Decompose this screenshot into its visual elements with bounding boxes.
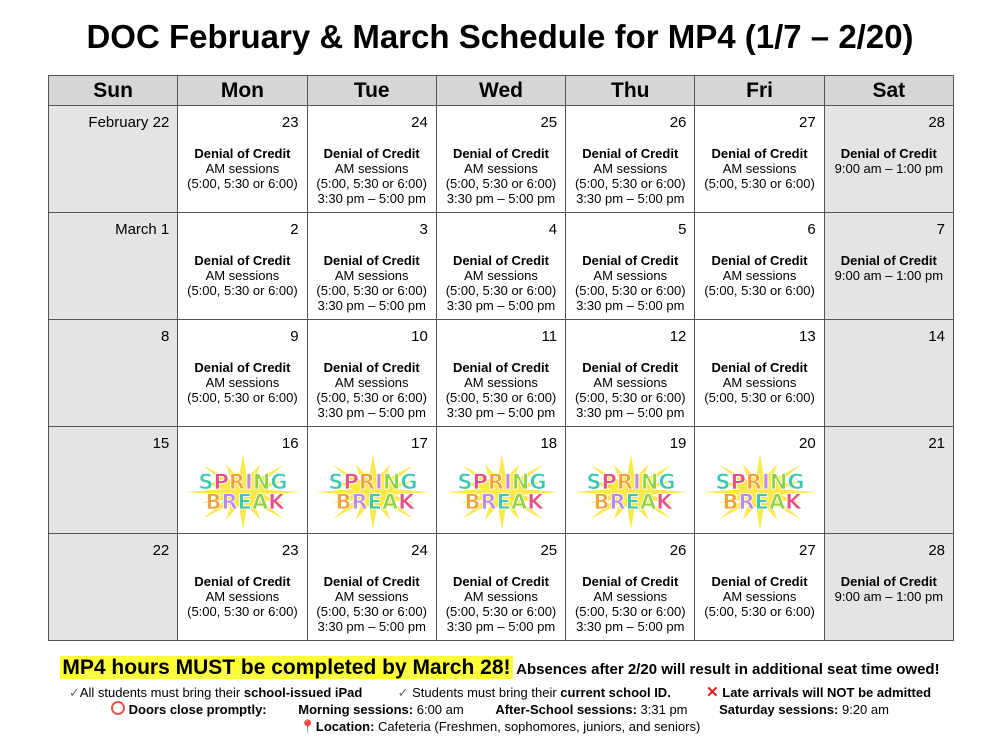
session-line: AM sessions bbox=[722, 161, 797, 176]
day-number: February 22 bbox=[88, 114, 170, 131]
day-number: 15 bbox=[152, 435, 170, 452]
absences-note: Absences after 2/20 will result in additional seat time owed! bbox=[516, 661, 940, 678]
session-line: 3:30 pm – 5:00 pm bbox=[576, 298, 685, 313]
session-info bbox=[178, 360, 306, 405]
day-cell bbox=[307, 534, 436, 641]
check-icon: ✓ bbox=[397, 685, 409, 700]
session-line: (5:00, 5:30 or 6:00) bbox=[574, 604, 686, 619]
day-cell bbox=[436, 427, 565, 534]
session-line: (5:00, 5:30 or 6:00) bbox=[445, 176, 557, 191]
spring-break-graphic bbox=[701, 453, 819, 531]
session-line: AM sessions bbox=[593, 268, 668, 283]
deadline-highlight: MP4 hours MUST be completed by March 28! bbox=[62, 656, 511, 679]
logo-spring: SPRING bbox=[198, 470, 288, 494]
id-text: Students must bring their bbox=[412, 685, 561, 700]
session-line: AM sessions bbox=[593, 375, 668, 390]
day-number: 6 bbox=[807, 221, 816, 238]
day-number: 26 bbox=[669, 114, 687, 131]
week-row bbox=[49, 106, 954, 213]
day-number: 12 bbox=[669, 328, 687, 345]
day-number: 28 bbox=[928, 542, 945, 559]
session-title: Denial of Credit bbox=[582, 360, 679, 375]
session-title: Denial of Credit bbox=[711, 360, 808, 375]
session-line: (5:00, 5:30 or 6:00) bbox=[704, 604, 815, 619]
session-line: AM sessions bbox=[464, 375, 538, 390]
session-line: (5:00, 5:30 or 6:00) bbox=[574, 283, 686, 298]
doors-line bbox=[0, 701, 1000, 717]
session-title: Denial of Credit bbox=[323, 360, 420, 375]
session-line: 9:00 am – 1:00 pm bbox=[834, 589, 944, 604]
doors-label: Doors close promptly: bbox=[128, 702, 267, 717]
spring-break-graphic bbox=[314, 453, 432, 531]
session-line: (5:00, 5:30 or 6:00) bbox=[316, 390, 427, 405]
day-header-thu: Thu bbox=[566, 76, 695, 106]
session-title: Denial of Credit bbox=[323, 253, 420, 268]
day-number: 19 bbox=[669, 435, 687, 452]
day-cell bbox=[178, 213, 307, 320]
morning-label: Morning sessions: bbox=[298, 702, 414, 717]
session-title: Denial of Credit bbox=[582, 253, 679, 268]
ipad-text: All students must bring their bbox=[79, 685, 244, 700]
session-title: Denial of Credit bbox=[711, 146, 808, 161]
session-line: (5:00, 5:30 or 6:00) bbox=[704, 283, 815, 298]
logo-spring: SPRING bbox=[457, 470, 547, 494]
day-number: 24 bbox=[411, 114, 428, 131]
session-title: Denial of Credit bbox=[711, 253, 808, 268]
session-line: AM sessions bbox=[464, 268, 538, 283]
session-line: AM sessions bbox=[205, 589, 280, 604]
day-number: 20 bbox=[799, 435, 816, 452]
day-number: 5 bbox=[678, 221, 687, 238]
day-number: 17 bbox=[411, 435, 428, 452]
day-number: 14 bbox=[928, 328, 945, 345]
session-title: Denial of Credit bbox=[194, 146, 291, 161]
day-header-fri: Fri bbox=[695, 76, 824, 106]
session-info bbox=[566, 146, 694, 206]
session-info bbox=[308, 253, 436, 313]
day-number: 23 bbox=[281, 114, 299, 131]
session-line: AM sessions bbox=[205, 161, 280, 176]
session-title: Denial of Credit bbox=[452, 574, 550, 589]
day-cell bbox=[178, 320, 307, 427]
spring-break-graphic bbox=[443, 453, 561, 531]
session-line: (5:00, 5:30 or 6:00) bbox=[316, 176, 427, 191]
sat-time: 9:20 am bbox=[838, 702, 889, 717]
session-line: (5:00, 5:30 or 6:00) bbox=[445, 390, 557, 405]
session-info bbox=[308, 146, 436, 206]
session-info bbox=[695, 146, 823, 191]
day-cell bbox=[566, 320, 695, 427]
logo-break: BREAK bbox=[722, 490, 802, 514]
session-line: 9:00 am – 1:00 pm bbox=[834, 268, 944, 283]
day-number: March 1 bbox=[115, 221, 170, 238]
session-line: AM sessions bbox=[722, 589, 797, 604]
session-line: (5:00, 5:30 or 6:00) bbox=[445, 283, 557, 298]
day-number: 4 bbox=[548, 221, 558, 238]
session-info bbox=[566, 253, 694, 313]
week-row bbox=[49, 534, 954, 641]
session-title: Denial of Credit bbox=[840, 146, 937, 161]
session-title: Denial of Credit bbox=[452, 146, 550, 161]
day-cell bbox=[307, 213, 436, 320]
session-line: 3:30 pm – 5:00 pm bbox=[446, 405, 556, 420]
session-line: AM sessions bbox=[722, 375, 797, 390]
x-icon: ✕ bbox=[706, 684, 719, 701]
session-line: AM sessions bbox=[464, 161, 538, 176]
day-cell bbox=[695, 320, 824, 427]
session-line: AM sessions bbox=[593, 589, 668, 604]
day-header-tue: Tue bbox=[307, 76, 436, 106]
location-label: Location: bbox=[315, 719, 375, 734]
session-line: 3:30 pm – 5:00 pm bbox=[576, 191, 685, 206]
session-line: AM sessions bbox=[464, 589, 538, 604]
session-info bbox=[437, 360, 565, 420]
logo-break: BREAK bbox=[205, 490, 285, 514]
session-line: (5:00, 5:30 or 6:00) bbox=[445, 604, 557, 619]
session-info bbox=[437, 574, 565, 634]
day-number: 25 bbox=[540, 114, 558, 131]
day-number: 10 bbox=[411, 328, 428, 345]
session-line: (5:00, 5:30 or 6:00) bbox=[316, 604, 427, 619]
session-line: 3:30 pm – 5:00 pm bbox=[317, 405, 426, 420]
day-cell bbox=[49, 320, 178, 427]
day-number: 23 bbox=[281, 542, 299, 559]
session-line: (5:00, 5:30 or 6:00) bbox=[187, 176, 298, 191]
session-line: 9:00 am – 1:00 pm bbox=[834, 161, 944, 176]
week-row bbox=[49, 213, 954, 320]
session-title: Denial of Credit bbox=[452, 360, 550, 375]
logo-break: BREAK bbox=[464, 490, 544, 514]
day-cell bbox=[566, 106, 695, 213]
session-line: AM sessions bbox=[205, 375, 280, 390]
late-note: Late arrivals will NOT be admitted bbox=[722, 685, 932, 700]
spring-break-graphic bbox=[184, 453, 302, 531]
session-line: (5:00, 5:30 or 6:00) bbox=[704, 176, 815, 191]
session-line: AM sessions bbox=[334, 589, 409, 604]
session-line: 3:30 pm – 5:00 pm bbox=[446, 619, 556, 634]
sat-label: Saturday sessions: bbox=[719, 702, 839, 717]
session-info bbox=[178, 574, 306, 619]
session-line: 3:30 pm – 5:00 pm bbox=[446, 191, 556, 206]
day-header-sun: Sun bbox=[49, 76, 178, 106]
session-line: AM sessions bbox=[722, 268, 797, 283]
day-cell bbox=[436, 106, 565, 213]
day-cell bbox=[436, 534, 565, 641]
session-info bbox=[178, 253, 306, 298]
session-info bbox=[825, 253, 953, 283]
day-number: 22 bbox=[152, 542, 170, 559]
session-info bbox=[695, 574, 823, 619]
logo-break: BREAK bbox=[593, 490, 673, 514]
day-number: 24 bbox=[411, 542, 428, 559]
after-label: After-School sessions: bbox=[495, 702, 637, 717]
day-cell bbox=[49, 534, 178, 641]
session-title: Denial of Credit bbox=[582, 146, 679, 161]
session-line: 3:30 pm – 5:00 pm bbox=[317, 619, 426, 634]
day-cell bbox=[307, 106, 436, 213]
day-cell bbox=[307, 320, 436, 427]
session-line: AM sessions bbox=[334, 375, 409, 390]
day-number: 21 bbox=[928, 435, 945, 452]
logo-break: BREAK bbox=[335, 490, 415, 514]
session-info bbox=[695, 253, 823, 298]
session-title: Denial of Credit bbox=[194, 574, 291, 589]
session-line: (5:00, 5:30 or 6:00) bbox=[187, 604, 298, 619]
day-cell bbox=[566, 427, 695, 534]
session-line: AM sessions bbox=[205, 268, 280, 283]
session-info bbox=[695, 360, 823, 405]
day-cell bbox=[49, 427, 178, 534]
id-bold: current school ID. bbox=[560, 685, 671, 700]
day-number: 25 bbox=[540, 542, 558, 559]
session-line: AM sessions bbox=[334, 268, 409, 283]
day-cell bbox=[178, 106, 307, 213]
session-line: (5:00, 5:30 or 6:00) bbox=[316, 283, 427, 298]
day-cell bbox=[695, 106, 824, 213]
session-line: (5:00, 5:30 or 6:00) bbox=[574, 390, 686, 405]
spring-break-graphic bbox=[572, 453, 690, 531]
session-title: Denial of Credit bbox=[323, 146, 420, 161]
day-number: 3 bbox=[419, 221, 428, 238]
deadline-line bbox=[0, 656, 1000, 680]
day-header-mon: Mon bbox=[178, 76, 307, 106]
day-number: 8 bbox=[160, 328, 170, 345]
day-cell bbox=[436, 320, 565, 427]
day-number: 11 bbox=[541, 328, 558, 345]
logo-spring: SPRING bbox=[586, 470, 676, 494]
session-title: Denial of Credit bbox=[840, 574, 937, 589]
day-cell bbox=[307, 427, 436, 534]
day-cell bbox=[695, 213, 824, 320]
session-info bbox=[437, 253, 565, 313]
day-number: 26 bbox=[669, 542, 687, 559]
day-cell bbox=[436, 213, 565, 320]
session-line: 3:30 pm – 5:00 pm bbox=[576, 405, 685, 420]
day-number: 28 bbox=[928, 114, 945, 131]
session-line: 3:30 pm – 5:00 pm bbox=[446, 298, 556, 313]
check-icon: ✓ bbox=[68, 685, 80, 700]
morning-time: 6:00 am bbox=[413, 702, 464, 717]
day-cell bbox=[824, 106, 953, 213]
session-info bbox=[308, 574, 436, 634]
day-cell bbox=[178, 427, 307, 534]
session-line: (5:00, 5:30 or 6:00) bbox=[187, 390, 298, 405]
day-number: 9 bbox=[290, 328, 299, 345]
day-number: 16 bbox=[281, 435, 299, 452]
day-cell bbox=[824, 213, 953, 320]
session-info bbox=[308, 360, 436, 420]
ipad-bold: school-issued iPad bbox=[243, 685, 363, 700]
location-line bbox=[0, 719, 1000, 735]
day-cell bbox=[49, 106, 178, 213]
session-line: (5:00, 5:30 or 6:00) bbox=[187, 283, 298, 298]
session-info bbox=[566, 574, 694, 634]
day-header-sat: Sat bbox=[824, 76, 953, 106]
day-header-wed: Wed bbox=[436, 76, 565, 106]
session-line: AM sessions bbox=[334, 161, 409, 176]
session-line: 3:30 pm – 5:00 pm bbox=[317, 191, 426, 206]
day-cell bbox=[824, 534, 953, 641]
map-pin-icon: 📍 bbox=[299, 719, 316, 734]
day-cell bbox=[695, 427, 824, 534]
after-time: 3:31 pm bbox=[636, 702, 688, 717]
session-line: (5:00, 5:30 or 6:00) bbox=[704, 390, 815, 405]
week-row bbox=[49, 427, 954, 534]
day-number: 27 bbox=[799, 542, 816, 559]
location-text: Cafeteria (Freshmen, sophomores, juniors, and seniors) bbox=[374, 719, 701, 734]
day-cell bbox=[824, 320, 953, 427]
logo-spring: SPRING bbox=[327, 470, 418, 494]
session-title: Denial of Credit bbox=[194, 253, 291, 268]
day-number: 18 bbox=[540, 435, 558, 452]
requirements-line bbox=[0, 683, 1000, 701]
session-info bbox=[825, 146, 953, 176]
session-title: Denial of Credit bbox=[452, 253, 550, 268]
day-number: 13 bbox=[799, 328, 816, 345]
day-cell bbox=[566, 213, 695, 320]
calendar bbox=[48, 75, 954, 641]
day-cell bbox=[824, 427, 953, 534]
page-title: DOC February & March Schedule for MP4 (1/7 – 2/20) bbox=[86, 18, 914, 55]
session-title: Denial of Credit bbox=[840, 253, 937, 268]
session-info bbox=[178, 146, 306, 191]
session-info bbox=[437, 146, 565, 206]
session-title: Denial of Credit bbox=[194, 360, 291, 375]
day-number: 27 bbox=[799, 114, 816, 131]
session-info bbox=[566, 360, 694, 420]
day-cell bbox=[695, 534, 824, 641]
day-cell bbox=[49, 213, 178, 320]
alarm-clock-icon bbox=[111, 701, 125, 715]
session-line: 3:30 pm – 5:00 pm bbox=[317, 298, 426, 313]
session-title: Denial of Credit bbox=[582, 574, 679, 589]
session-title: Denial of Credit bbox=[711, 574, 808, 589]
day-number: 2 bbox=[290, 221, 299, 238]
session-title: Denial of Credit bbox=[323, 574, 420, 589]
day-cell bbox=[566, 534, 695, 641]
session-info bbox=[825, 574, 953, 604]
day-number: 7 bbox=[936, 221, 945, 238]
session-line: AM sessions bbox=[593, 161, 668, 176]
session-line: 3:30 pm – 5:00 pm bbox=[576, 619, 685, 634]
session-line: (5:00, 5:30 or 6:00) bbox=[574, 176, 686, 191]
day-cell bbox=[178, 534, 307, 641]
week-row bbox=[49, 320, 954, 427]
logo-spring: SPRING bbox=[715, 470, 806, 494]
